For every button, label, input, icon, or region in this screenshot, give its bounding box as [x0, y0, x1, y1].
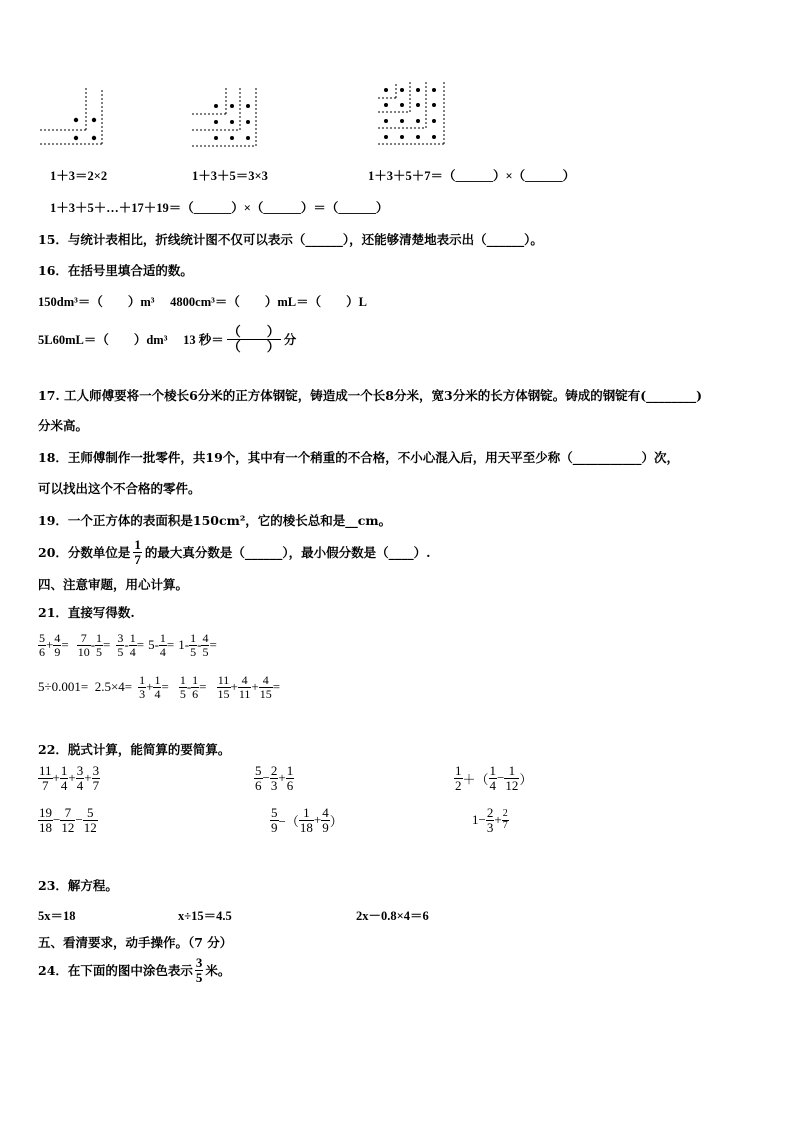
question-19: 19．一个正方体的表面积是150cm²，它的棱长总和是__cm。 — [38, 513, 392, 528]
question-20-pre: 20．分数单位是 — [38, 545, 131, 561]
question-24 — [38, 956, 230, 984]
unit-minute: 分 — [283, 333, 297, 348]
question-17-line-1: 17. 工人师傅要将一个棱长6分米的正方体钢锭，铸造成一个长8分米，宽3分米的长方体钢锭。铸成的钢锭有(________) — [38, 388, 703, 403]
pattern-equation-4: 1＋3＋5＋…＋17＋19＝（______）×（______）＝（______） — [50, 201, 389, 215]
fraction-denominator-blank: （ ） — [227, 338, 280, 354]
equation-2: x÷15＝4.5 — [178, 909, 232, 923]
question-22-expr-6: 1− $\frac{2}{3}$ + $\frac{2}{7}$ — [472, 805, 508, 835]
question-22-title: 22．脱式计算，能简算的要简算。 — [38, 742, 231, 757]
equation-3: 2x－0.8×4＝6 — [356, 909, 429, 923]
question-22-expr-2: $\frac{5}{6}$ − $\frac{2}{3}$ + $\frac{1}{6}$ — [255, 763, 294, 793]
pattern-equation-3: 1＋3＋5＋7＝（______）×（______） — [368, 169, 576, 183]
blank-fraction — [227, 325, 281, 353]
q24-fraction-denominator: 5 — [195, 969, 203, 985]
section-5-heading: 五、看清要求，动手操作。（7 分） — [38, 935, 233, 950]
question-24-post: 米。 — [205, 963, 231, 979]
question-16-line-2 — [38, 325, 296, 353]
section-4-heading: 四、注意审题，用心计算。 — [38, 577, 189, 592]
pattern-equation-1: 1＋3＝2×2 — [50, 169, 108, 183]
question-22-expr-1: $\frac{11}{7}$ + $\frac{1}{4}$ + $\frac{3}{4}$ + $\frac{3}{7}$ — [39, 763, 100, 793]
question-18-line-2: 可以找出这个不合格的零件。 — [38, 481, 201, 496]
question-24-pre: 24．在下面的图中涂色表示 — [38, 963, 193, 979]
question-20-post: 的最大真分数是（______），最小假分数是（____）. — [144, 545, 431, 561]
question-22-expr-5: $\frac{5}{9}$ −（ $\frac{1}{18}$ + $\frac{4}{9}$ ） — [271, 805, 343, 835]
question-16-line-1: 150dm³＝（ ）m³ 4800cm³＝（ ）mL＝（ ）L — [38, 295, 367, 309]
question-21-row-2: 5÷0.001= 2.5×4= $\frac{1}{3}$ + $\frac{1}{4}$ = $\frac{1}{5}$ - $\frac{1}{6}$ = $\frac{11}{15}$ + $\frac{4}{11}$ + $\frac{4}{15}$ = — [38, 673, 281, 701]
dot-pattern-3-figure — [376, 80, 448, 150]
dot-pattern-1-figure — [38, 86, 106, 148]
question-21-title: 21．直接写得数. — [38, 605, 135, 620]
question-16-title: 16．在括号里填合适的数。 — [38, 263, 193, 278]
question-17-line-2: 分米高。 — [38, 418, 89, 433]
unit-fraction — [133, 538, 142, 566]
q24-fraction — [195, 956, 204, 984]
question-21-row-2-start: 5÷0.001= 2.5×4= — [38, 679, 133, 695]
question-23-title: 23．解方程。 — [38, 878, 118, 893]
question-21-row-1: $\frac{5}{6}$ + $\frac{4}{9}$ = $\frac{7}{10}$ - $\frac{1}{5}$ = $\frac{3}{5}$ - $\frac{1}{4}$ = 5- $\frac{1}{4}$ = 1- $\frac{1}{5}$ - $\frac{4}{5}$ = — [39, 631, 217, 659]
unit-fraction-numerator: 1 — [134, 537, 141, 552]
dot-pattern-2-figure — [190, 86, 260, 150]
q24-fraction-numerator: 3 — [195, 955, 203, 970]
question-22-expr-4: $\frac{19}{18}$ − $\frac{7}{12}$ − $\frac{5}{12}$ — [39, 805, 97, 835]
question-18-line-1: 18．王师傅制作一批零件，共19个，其中有一个稍重的不合格，不小心混入后，用天平至少称（___________）次， — [38, 450, 680, 465]
unit-fraction-denominator: 7 — [134, 551, 141, 567]
equation-1: 5x＝18 — [38, 909, 76, 923]
question-22-expr-3: $\frac{1}{2}$ ＋（ $\frac{1}{4}$ − $\frac{1}{12}$ ） — [455, 763, 533, 793]
pattern-equation-2: 1＋3＋5＝3×3 — [192, 169, 268, 183]
question-16-line-2-text: 5L60mL＝（ ）dm³ 13 秒＝ — [38, 333, 224, 348]
question-15: 15．与统计表相比，折线统计图不仅可以表示（______），还能够清楚地表示出（______）。 — [38, 232, 543, 247]
fraction-numerator-blank: （ ） — [227, 324, 280, 339]
question-20 — [38, 538, 431, 566]
